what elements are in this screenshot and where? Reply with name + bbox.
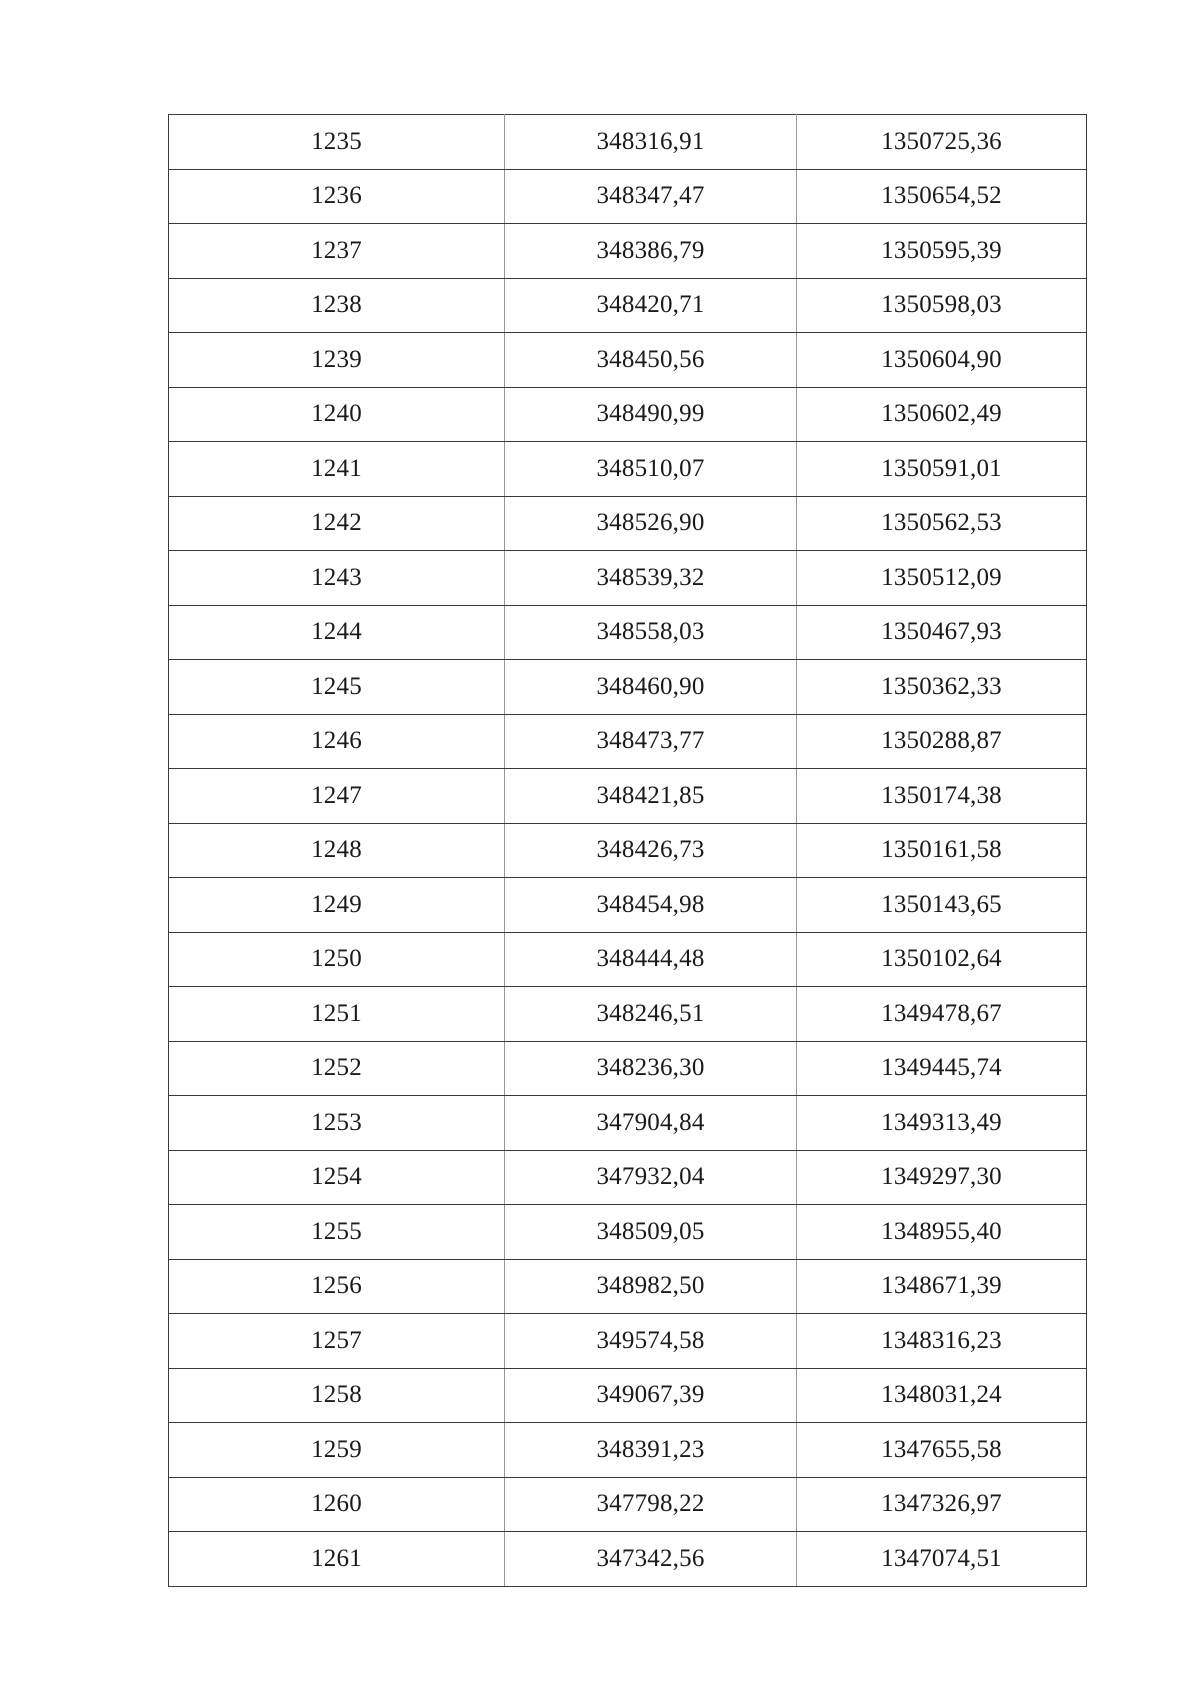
x-coordinate-cell: 349574,58 — [505, 1314, 797, 1369]
x-coordinate-cell: 348450,56 — [505, 333, 797, 388]
table-row — [169, 660, 1087, 715]
table-row — [169, 932, 1087, 987]
y-coordinate-cell: 1350102,64 — [797, 932, 1087, 987]
y-coordinate-cell: 1350725,36 — [797, 115, 1087, 170]
y-coordinate-cell: 1350161,58 — [797, 823, 1087, 878]
point-number-cell: 1237 — [169, 224, 505, 279]
y-coordinate-cell: 1349297,30 — [797, 1150, 1087, 1205]
coordinates-table — [168, 114, 1087, 1587]
point-number-cell: 1242 — [169, 496, 505, 551]
table-row — [169, 224, 1087, 279]
y-coordinate-cell: 1350654,52 — [797, 169, 1087, 224]
x-coordinate-cell: 348246,51 — [505, 987, 797, 1042]
table-row — [169, 605, 1087, 660]
x-coordinate-cell: 349067,39 — [505, 1368, 797, 1423]
table-row — [169, 878, 1087, 933]
point-number-cell: 1256 — [169, 1259, 505, 1314]
y-coordinate-cell: 1350362,33 — [797, 660, 1087, 715]
table-row — [169, 1205, 1087, 1260]
point-number-cell: 1261 — [169, 1532, 505, 1587]
table-row — [169, 1096, 1087, 1151]
table-row — [169, 115, 1087, 170]
point-number-cell: 1257 — [169, 1314, 505, 1369]
y-coordinate-cell: 1347655,58 — [797, 1423, 1087, 1478]
x-coordinate-cell: 348236,30 — [505, 1041, 797, 1096]
table-row — [169, 714, 1087, 769]
x-coordinate-cell: 348510,07 — [505, 442, 797, 497]
table-row — [169, 769, 1087, 824]
point-number-cell: 1239 — [169, 333, 505, 388]
point-number-cell: 1250 — [169, 932, 505, 987]
y-coordinate-cell: 1347326,97 — [797, 1477, 1087, 1532]
x-coordinate-cell: 348391,23 — [505, 1423, 797, 1478]
x-coordinate-cell: 348526,90 — [505, 496, 797, 551]
point-number-cell: 1236 — [169, 169, 505, 224]
point-number-cell: 1243 — [169, 551, 505, 606]
coordinates-table-body — [169, 115, 1087, 1587]
table-row — [169, 1150, 1087, 1205]
x-coordinate-cell: 348460,90 — [505, 660, 797, 715]
y-coordinate-cell: 1349445,74 — [797, 1041, 1087, 1096]
x-coordinate-cell: 348539,32 — [505, 551, 797, 606]
x-coordinate-cell: 348426,73 — [505, 823, 797, 878]
x-coordinate-cell: 348509,05 — [505, 1205, 797, 1260]
table-row — [169, 1259, 1087, 1314]
point-number-cell: 1241 — [169, 442, 505, 497]
point-number-cell: 1249 — [169, 878, 505, 933]
point-number-cell: 1259 — [169, 1423, 505, 1478]
x-coordinate-cell: 347798,22 — [505, 1477, 797, 1532]
y-coordinate-cell: 1350143,65 — [797, 878, 1087, 933]
point-number-cell: 1244 — [169, 605, 505, 660]
table-row — [169, 1423, 1087, 1478]
y-coordinate-cell: 1350288,87 — [797, 714, 1087, 769]
y-coordinate-cell: 1348671,39 — [797, 1259, 1087, 1314]
table-row — [169, 169, 1087, 224]
point-number-cell: 1240 — [169, 387, 505, 442]
table-row — [169, 987, 1087, 1042]
x-coordinate-cell: 348982,50 — [505, 1259, 797, 1314]
y-coordinate-cell: 1347074,51 — [797, 1532, 1087, 1587]
point-number-cell: 1235 — [169, 115, 505, 170]
point-number-cell: 1247 — [169, 769, 505, 824]
x-coordinate-cell: 348386,79 — [505, 224, 797, 279]
y-coordinate-cell: 1350598,03 — [797, 278, 1087, 333]
y-coordinate-cell: 1348316,23 — [797, 1314, 1087, 1369]
point-number-cell: 1255 — [169, 1205, 505, 1260]
point-number-cell: 1253 — [169, 1096, 505, 1151]
point-number-cell: 1245 — [169, 660, 505, 715]
table-row — [169, 278, 1087, 333]
table-row — [169, 551, 1087, 606]
point-number-cell: 1258 — [169, 1368, 505, 1423]
x-coordinate-cell: 348490,99 — [505, 387, 797, 442]
y-coordinate-cell: 1350512,09 — [797, 551, 1087, 606]
y-coordinate-cell: 1350467,93 — [797, 605, 1087, 660]
point-number-cell: 1251 — [169, 987, 505, 1042]
x-coordinate-cell: 348420,71 — [505, 278, 797, 333]
x-coordinate-cell: 347342,56 — [505, 1532, 797, 1587]
table-row — [169, 1477, 1087, 1532]
x-coordinate-cell: 348444,48 — [505, 932, 797, 987]
point-number-cell: 1254 — [169, 1150, 505, 1205]
x-coordinate-cell: 347932,04 — [505, 1150, 797, 1205]
y-coordinate-cell: 1350595,39 — [797, 224, 1087, 279]
table-row — [169, 387, 1087, 442]
y-coordinate-cell: 1349313,49 — [797, 1096, 1087, 1151]
table-row — [169, 1532, 1087, 1587]
y-coordinate-cell: 1350174,38 — [797, 769, 1087, 824]
table-row — [169, 496, 1087, 551]
y-coordinate-cell: 1350591,01 — [797, 442, 1087, 497]
x-coordinate-cell: 347904,84 — [505, 1096, 797, 1151]
y-coordinate-cell: 1349478,67 — [797, 987, 1087, 1042]
y-coordinate-cell: 1350604,90 — [797, 333, 1087, 388]
y-coordinate-cell: 1348955,40 — [797, 1205, 1087, 1260]
point-number-cell: 1248 — [169, 823, 505, 878]
table-row — [169, 442, 1087, 497]
x-coordinate-cell: 348421,85 — [505, 769, 797, 824]
table-row — [169, 333, 1087, 388]
x-coordinate-cell: 348316,91 — [505, 115, 797, 170]
x-coordinate-cell: 348558,03 — [505, 605, 797, 660]
x-coordinate-cell: 348473,77 — [505, 714, 797, 769]
point-number-cell: 1260 — [169, 1477, 505, 1532]
table-row — [169, 1041, 1087, 1096]
point-number-cell: 1252 — [169, 1041, 505, 1096]
y-coordinate-cell: 1348031,24 — [797, 1368, 1087, 1423]
point-number-cell: 1246 — [169, 714, 505, 769]
y-coordinate-cell: 1350602,49 — [797, 387, 1087, 442]
x-coordinate-cell: 348347,47 — [505, 169, 797, 224]
y-coordinate-cell: 1350562,53 — [797, 496, 1087, 551]
point-number-cell: 1238 — [169, 278, 505, 333]
table-row — [169, 823, 1087, 878]
table-row — [169, 1314, 1087, 1369]
table-row — [169, 1368, 1087, 1423]
x-coordinate-cell: 348454,98 — [505, 878, 797, 933]
